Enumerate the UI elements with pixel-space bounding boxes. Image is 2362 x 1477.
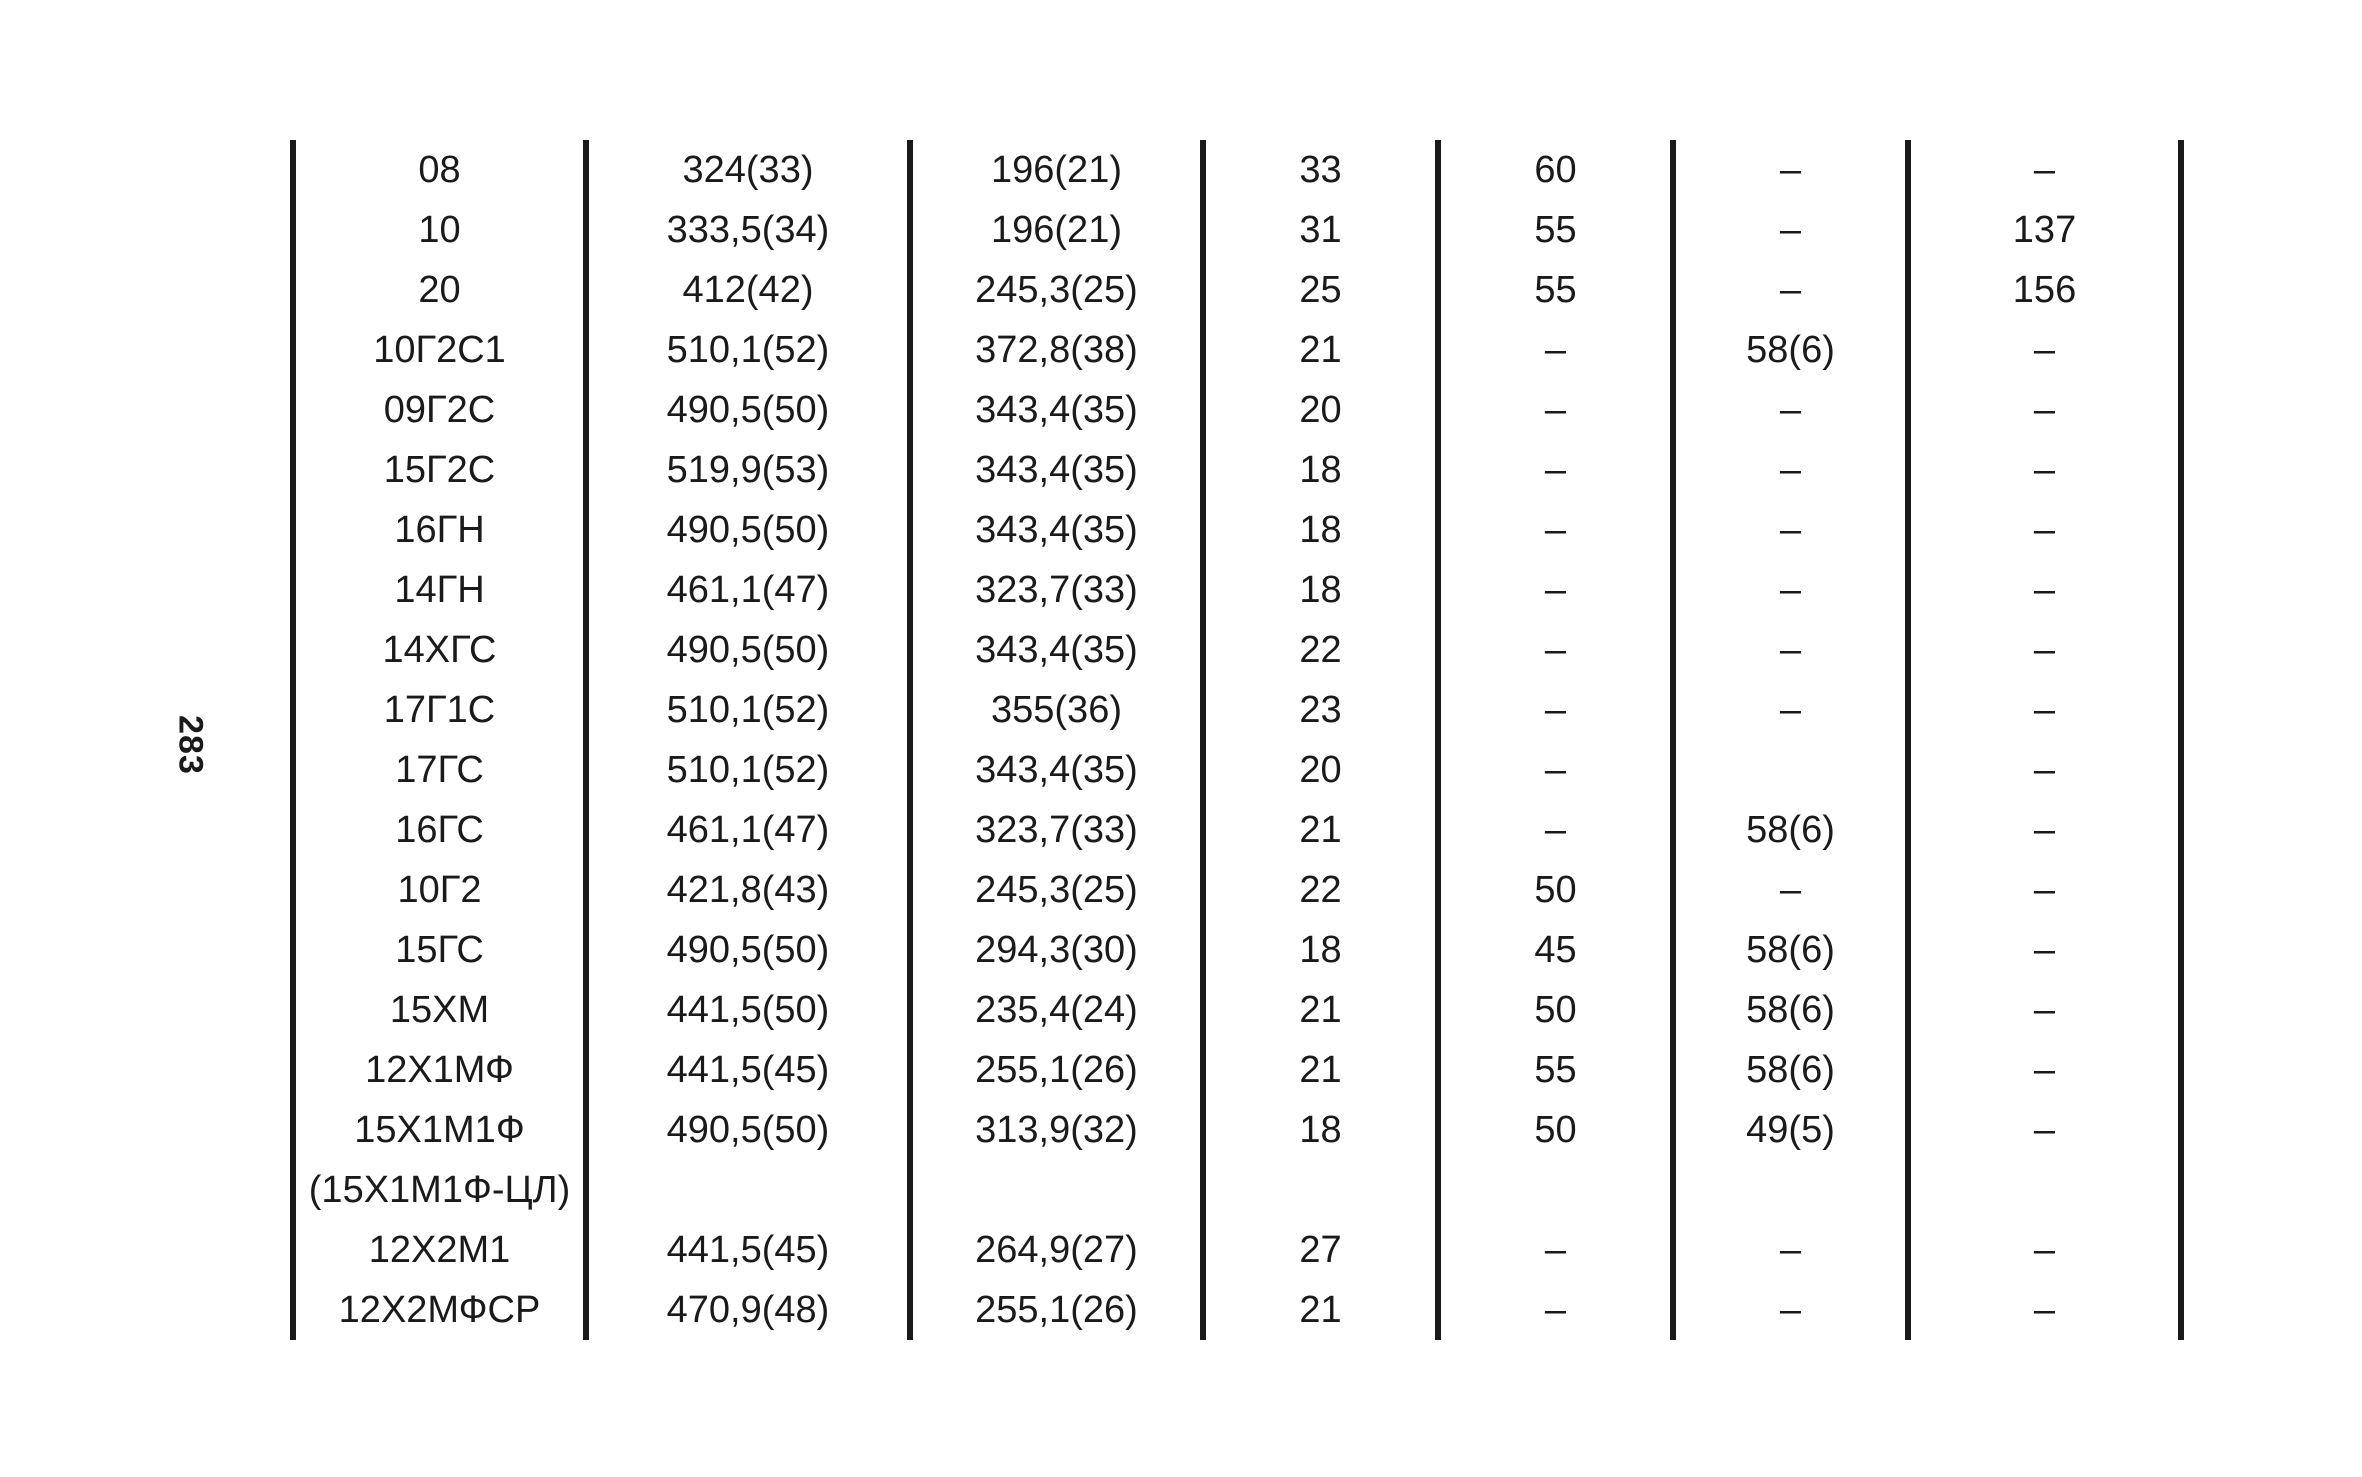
yield-strength-cell: 355(36) bbox=[991, 689, 1122, 731]
reduction-of-area-cell: 55 bbox=[1534, 269, 1577, 311]
reduction-of-area-cell: – bbox=[1544, 1229, 1567, 1271]
table-row bbox=[290, 200, 2190, 260]
elongation-cell: 21 bbox=[1299, 1049, 1342, 1091]
table-row bbox=[290, 560, 2190, 620]
hardness-cell: – bbox=[2033, 449, 2056, 491]
yield-strength-cell: 343,4(35) bbox=[975, 389, 1138, 431]
hardness-cell: – bbox=[2033, 1049, 2056, 1091]
hardness-cell: – bbox=[2033, 149, 2056, 191]
table-row bbox=[290, 320, 2190, 380]
reduction-of-area-cell: – bbox=[1544, 449, 1567, 491]
reduction-of-area-cell: – bbox=[1544, 569, 1567, 611]
steel-grade-cell: 17Г1С bbox=[383, 689, 496, 731]
hardness-cell bbox=[1911, 1160, 2178, 1220]
yield-strength-cell: 294,3(30) bbox=[975, 929, 1138, 971]
tensile-strength-cell: 441,5(45) bbox=[666, 1049, 830, 1091]
hardness-cell: 137 bbox=[2012, 209, 2077, 251]
reduction-of-area-cell: – bbox=[1544, 389, 1567, 431]
reduction-of-area-cell: 55 bbox=[1534, 1049, 1577, 1091]
reduction-of-area-cell: 50 bbox=[1534, 869, 1577, 911]
reduction-of-area-cell: – bbox=[1544, 1289, 1567, 1331]
elongation-cell: 33 bbox=[1299, 149, 1342, 191]
table-row bbox=[290, 500, 2190, 560]
table-row bbox=[290, 1160, 2190, 1220]
yield-strength-cell: 196(21) bbox=[991, 209, 1122, 251]
steel-grade-cell: 10 bbox=[418, 209, 461, 251]
steel-grade-cell: 12Х2МФСР bbox=[338, 1289, 541, 1331]
impact-strength-cell: 58(6) bbox=[1746, 1049, 1835, 1091]
reduction-of-area-cell: 50 bbox=[1534, 1109, 1577, 1151]
yield-strength-cell: 323,7(33) bbox=[975, 569, 1138, 611]
tensile-strength-cell: 490,5(50) bbox=[666, 1109, 830, 1151]
impact-strength-cell: – bbox=[1779, 1289, 1802, 1331]
hardness-cell: – bbox=[2033, 569, 2056, 611]
tensile-strength-cell: 461,1(47) bbox=[666, 809, 830, 851]
hardness-cell: – bbox=[2033, 509, 2056, 551]
yield-strength-cell: 245,3(25) bbox=[975, 869, 1138, 911]
table-row bbox=[290, 260, 2190, 320]
impact-strength-cell: – bbox=[1779, 509, 1802, 551]
steel-grade-cell: 15Г2С bbox=[383, 449, 496, 491]
impact-strength-cell: – bbox=[1779, 689, 1802, 731]
steel-grade-cell: 10Г2С1 bbox=[373, 329, 506, 371]
elongation-cell: 21 bbox=[1299, 809, 1342, 851]
yield-strength-cell: 255,1(26) bbox=[975, 1289, 1138, 1331]
yield-strength-cell: 372,8(38) bbox=[975, 329, 1138, 371]
hardness-cell: – bbox=[2033, 749, 2056, 791]
impact-strength-cell: – bbox=[1779, 269, 1802, 311]
yield-strength-cell: 323,7(33) bbox=[975, 809, 1138, 851]
elongation-cell: 25 bbox=[1299, 269, 1342, 311]
steel-grade-cell: 15Х1М1Ф bbox=[354, 1109, 525, 1151]
tensile-strength-cell: 490,5(50) bbox=[666, 389, 830, 431]
steel-grade-cell: 08 bbox=[418, 149, 461, 191]
table-row bbox=[290, 1280, 2190, 1340]
steel-grade-cell: 14ГН bbox=[394, 569, 485, 611]
elongation-cell: 22 bbox=[1299, 629, 1342, 671]
tensile-strength-cell: 441,5(50) bbox=[666, 989, 830, 1031]
yield-strength-cell: 343,4(35) bbox=[975, 449, 1138, 491]
table-row bbox=[290, 860, 2190, 920]
impact-strength-cell: – bbox=[1779, 389, 1802, 431]
table-row bbox=[290, 980, 2190, 1040]
steel-grade-cell: 17ГС bbox=[395, 749, 484, 791]
tensile-strength-cell: 324(33) bbox=[682, 149, 814, 191]
hardness-cell: – bbox=[2033, 1229, 2056, 1271]
elongation-cell: 23 bbox=[1299, 689, 1342, 731]
steel-grade-cell: 20 bbox=[418, 269, 461, 311]
yield-strength-cell: 196(21) bbox=[991, 149, 1122, 191]
table-row bbox=[290, 680, 2190, 740]
table-row bbox=[290, 1220, 2190, 1280]
hardness-cell: – bbox=[2033, 989, 2056, 1031]
table-row bbox=[290, 140, 2190, 200]
table-row bbox=[290, 1040, 2190, 1100]
hardness-cell: – bbox=[2033, 869, 2056, 911]
impact-strength-cell: – bbox=[1779, 209, 1802, 251]
hardness-cell: – bbox=[2033, 629, 2056, 671]
impact-strength-cell: 49(5) bbox=[1746, 1109, 1835, 1151]
hardness-cell: 156 bbox=[2012, 269, 2077, 311]
tensile-strength-cell: 461,1(47) bbox=[666, 569, 830, 611]
table-row bbox=[290, 380, 2190, 440]
reduction-of-area-cell: – bbox=[1544, 689, 1567, 731]
yield-strength-cell: 235,4(24) bbox=[975, 989, 1138, 1031]
elongation-cell: 22 bbox=[1299, 869, 1342, 911]
elongation-cell: 21 bbox=[1299, 989, 1342, 1031]
elongation-cell: 31 bbox=[1299, 209, 1342, 251]
tensile-strength-cell: 490,5(50) bbox=[666, 509, 830, 551]
reduction-of-area-cell: 50 bbox=[1534, 989, 1577, 1031]
steel-grade-cell: 12Х1МФ bbox=[365, 1049, 514, 1091]
table-row bbox=[290, 800, 2190, 860]
steel-grade-cell: 12Х2М1 bbox=[368, 1229, 511, 1271]
impact-strength-cell: 58(6) bbox=[1746, 329, 1835, 371]
elongation-cell: 18 bbox=[1299, 569, 1342, 611]
hardness-cell: – bbox=[2033, 929, 2056, 971]
reduction-of-area-cell: – bbox=[1544, 629, 1567, 671]
tensile-strength-cell: 441,5(45) bbox=[666, 1229, 830, 1271]
tensile-strength-cell: 519,9(53) bbox=[666, 449, 830, 491]
hardness-cell: – bbox=[2033, 809, 2056, 851]
hardness-cell: – bbox=[2033, 1289, 2056, 1331]
table-row bbox=[290, 920, 2190, 980]
elongation-cell: 21 bbox=[1299, 1289, 1342, 1331]
impact-strength-cell: – bbox=[1779, 149, 1802, 191]
steel-properties-table bbox=[290, 140, 2190, 1340]
yield-strength-cell: 313,9(32) bbox=[975, 1109, 1138, 1151]
elongation-cell: 18 bbox=[1299, 509, 1342, 551]
tensile-strength-cell: 510,1(52) bbox=[666, 329, 830, 371]
elongation-cell: 20 bbox=[1299, 749, 1342, 791]
reduction-of-area-cell: 60 bbox=[1534, 149, 1577, 191]
yield-strength-cell: 343,4(35) bbox=[975, 509, 1138, 551]
tensile-strength-cell: 470,9(48) bbox=[666, 1289, 830, 1331]
tensile-strength-cell: 490,5(50) bbox=[666, 929, 830, 971]
steel-grade-cell: 14ХГС bbox=[382, 629, 497, 671]
impact-strength-cell bbox=[1676, 740, 1905, 800]
impact-strength-cell: 58(6) bbox=[1746, 989, 1835, 1031]
yield-strength-cell: 343,4(35) bbox=[975, 749, 1138, 791]
reduction-of-area-cell: – bbox=[1544, 749, 1567, 791]
steel-grade-cell: 16ГС bbox=[395, 809, 484, 851]
table-row bbox=[290, 740, 2190, 800]
impact-strength-cell: – bbox=[1779, 569, 1802, 611]
hardness-cell: – bbox=[2033, 389, 2056, 431]
elongation-cell: 18 bbox=[1299, 1109, 1342, 1151]
reduction-of-area-cell: – bbox=[1544, 809, 1567, 851]
steel-grade-cell: 09Г2С bbox=[383, 389, 496, 431]
reduction-of-area-cell: – bbox=[1544, 509, 1567, 551]
steel-grade-cell: 10Г2 bbox=[397, 869, 482, 911]
page-number: 283 bbox=[171, 715, 210, 775]
hardness-cell: – bbox=[2033, 1109, 2056, 1151]
elongation-cell: 20 bbox=[1299, 389, 1342, 431]
tensile-strength-cell: 412(42) bbox=[682, 269, 814, 311]
hardness-cell: – bbox=[2033, 329, 2056, 371]
tensile-strength-cell: 510,1(52) bbox=[666, 689, 830, 731]
impact-strength-cell: – bbox=[1779, 629, 1802, 671]
reduction-of-area-cell: 55 bbox=[1534, 209, 1577, 251]
elongation-cell: 27 bbox=[1299, 1229, 1342, 1271]
reduction-of-area-cell: 45 bbox=[1534, 929, 1577, 971]
tensile-strength-cell: 490,5(50) bbox=[666, 629, 830, 671]
steel-grade-cell: 15ХМ bbox=[389, 989, 490, 1031]
hardness-cell: – bbox=[2033, 689, 2056, 731]
table-row bbox=[290, 440, 2190, 500]
tensile-strength-cell bbox=[589, 1160, 907, 1220]
yield-strength-cell: 255,1(26) bbox=[975, 1049, 1138, 1091]
impact-strength-cell: 58(6) bbox=[1746, 809, 1835, 851]
tensile-strength-cell: 333,5(34) bbox=[666, 209, 830, 251]
impact-strength-cell: – bbox=[1779, 449, 1802, 491]
yield-strength-cell: 264,9(27) bbox=[975, 1229, 1138, 1271]
yield-strength-cell: 245,3(25) bbox=[975, 269, 1138, 311]
steel-grade-cell: 15ГС bbox=[395, 929, 484, 971]
impact-strength-cell: – bbox=[1779, 869, 1802, 911]
yield-strength-cell: 343,4(35) bbox=[975, 629, 1138, 671]
tensile-strength-cell: 421,8(43) bbox=[666, 869, 830, 911]
impact-strength-cell: 58(6) bbox=[1746, 929, 1835, 971]
tensile-strength-cell: 510,1(52) bbox=[666, 749, 830, 791]
impact-strength-cell: – bbox=[1779, 1229, 1802, 1271]
steel-grade-cell: 16ГН bbox=[394, 509, 485, 551]
reduction-of-area-cell bbox=[1441, 1160, 1670, 1220]
steel-grade-cell: (15Х1М1Ф-ЦЛ) bbox=[308, 1169, 571, 1211]
yield-strength-cell bbox=[913, 1160, 1200, 1220]
elongation-cell bbox=[1206, 1160, 1435, 1220]
table-row bbox=[290, 1100, 2190, 1160]
table-row bbox=[290, 620, 2190, 680]
impact-strength-cell bbox=[1676, 1160, 1905, 1220]
reduction-of-area-cell: – bbox=[1544, 329, 1567, 371]
elongation-cell: 18 bbox=[1299, 449, 1342, 491]
elongation-cell: 18 bbox=[1299, 929, 1342, 971]
elongation-cell: 21 bbox=[1299, 329, 1342, 371]
